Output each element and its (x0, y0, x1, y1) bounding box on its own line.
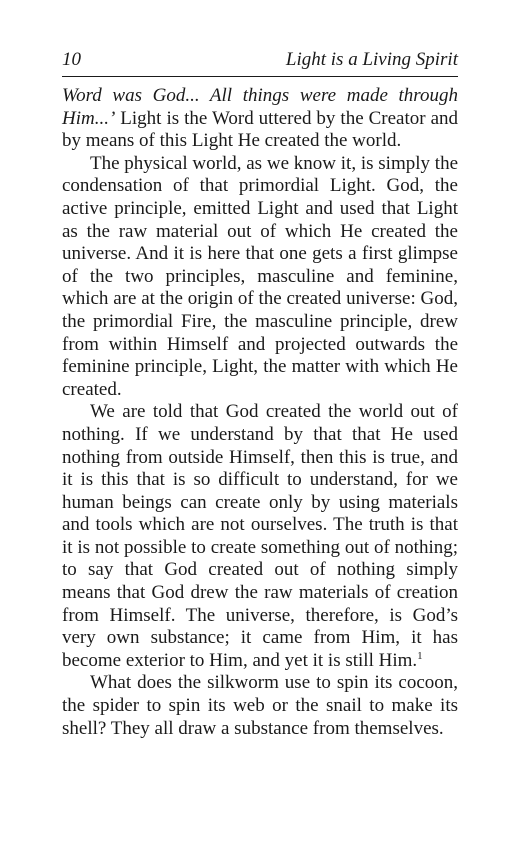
paragraph-4: What does the silkworm use to spin its cocoon, the spider to spin its web or the snail to make its shell? They all draw a substance from themselves. (62, 672, 458, 739)
footnote-marker[interactable]: 1 (417, 649, 423, 662)
running-head (62, 48, 458, 72)
paragraph-1 (62, 85, 458, 153)
book-page (62, 48, 458, 740)
header-rule (62, 76, 458, 77)
scripture-quote: Word was God... All things were made through Him...’ (62, 85, 458, 129)
page-number: 10 (62, 49, 81, 70)
book-title: Light is a Living Spirit (285, 49, 458, 70)
paragraph-3-text: We are told that God created the world out of nothing. If we understand by that that He used nothing from outside Himself, then this is true, and it is this that is so difficult to understand, for we human beings can create only by using materials and tools which are not ourselves. The truth is that it is not possible to create something out of nothing; to say that God created out of nothing simply means that God drew the raw materials of creation from Himself. The universe, therefore, is God’s very own substance; it came from Him, it has become exterior to Him, and yet it is still Him. (62, 401, 458, 671)
body-text (62, 85, 458, 740)
paragraph-3 (62, 401, 458, 672)
paragraph-1-text: Light is the Word uttered by the Creator and by means of this Light He created the world. (62, 107, 458, 152)
paragraph-2: The physical world, as we know it, is simply the condensation of that primordial Light. God, the active principle, emitted Light and used that Light as the raw material out of which He created the universe. And it is here that one gets a first glimpse of the two principles, masculine and feminine, which are at the origin of the created universe: God, the primordial Fire, the masculine principle, drew from within Himself and projected outwards the feminine principle, Light, the matter with which He created. (62, 152, 458, 400)
